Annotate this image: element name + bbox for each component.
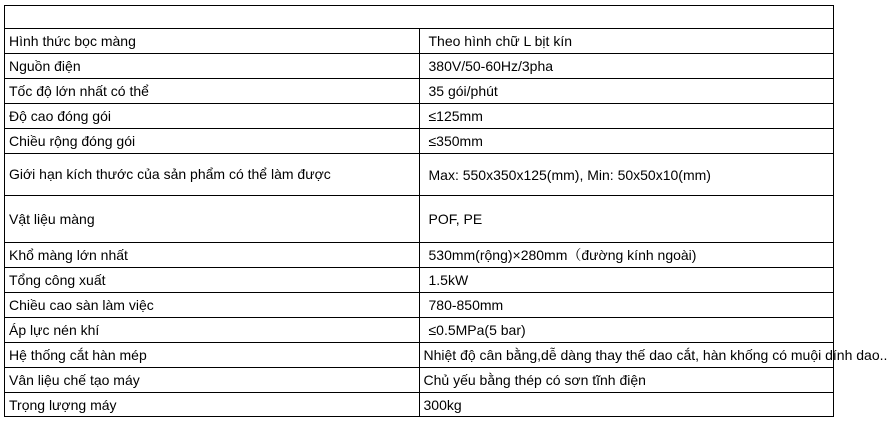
row-label: Vân liệu chế tạo máy	[5, 368, 420, 393]
row-value: ≤350mm	[419, 129, 834, 154]
table-row	[5, 268, 834, 293]
row-label: Giới hạn kích thước của sản phẩm có thể làm được	[5, 154, 420, 196]
row-label: Chiều cao sàn làm việc	[5, 293, 420, 318]
table-row	[5, 343, 834, 368]
table-row	[5, 293, 834, 318]
table-row	[5, 79, 834, 104]
row-value: ≤125mm	[419, 104, 834, 129]
row-value: 380V/50-60Hz/3pha	[419, 54, 834, 79]
table-row	[5, 129, 834, 154]
row-value: Chủ yếu bằng thép có sơn tĩnh điện	[419, 368, 834, 393]
table-row	[5, 393, 834, 417]
table-row	[5, 196, 834, 243]
table-header-cell	[5, 6, 834, 29]
row-label: Tốc độ lớn nhất có thể	[5, 79, 420, 104]
row-label: Tổng công xuất	[5, 268, 420, 293]
row-label: Hình thức bọc màng	[5, 29, 420, 54]
row-value: ≤0.5MPa(5 bar)	[419, 318, 834, 343]
row-label: Khổ màng lớn nhất	[5, 243, 420, 268]
table-row	[5, 29, 834, 54]
table-row	[5, 243, 834, 268]
row-value: 780-850mm	[419, 293, 834, 318]
row-label: Vật liệu màng	[5, 196, 420, 243]
spec-table-body	[5, 6, 887, 417]
row-value: 1.5kW	[419, 268, 834, 293]
row-value: 300kg	[419, 393, 834, 417]
table-row	[5, 154, 834, 196]
row-value: 530mm(rộng)×280mm（đường kính ngoài)	[419, 243, 834, 268]
table-row	[5, 54, 834, 79]
row-label: Nguồn điện	[5, 54, 420, 79]
row-value: 35 gói/phút	[419, 79, 834, 104]
spec-table	[4, 5, 887, 417]
row-label: Độ cao đóng gói	[5, 104, 420, 129]
table-row	[5, 368, 834, 393]
row-value: POF, PE	[419, 196, 834, 243]
row-label: Trọng lượng máy	[5, 393, 420, 417]
table-header-row	[5, 6, 834, 29]
row-value: Nhiệt độ cân bằng,dễ dàng thay thế dao cắt, hàn khống có muội dính dao..	[419, 343, 834, 368]
row-label: Chiều rộng đóng gói	[5, 129, 420, 154]
row-label: Hệ thống cắt hàn mép	[5, 343, 420, 368]
table-row	[5, 318, 834, 343]
row-value: Theo hình chữ L bịt kín	[419, 29, 834, 54]
row-value: Max: 550x350x125(mm), Min: 50x50x10(mm)	[419, 154, 834, 196]
row-label: Áp lực nén khí	[5, 318, 420, 343]
table-row	[5, 104, 834, 129]
